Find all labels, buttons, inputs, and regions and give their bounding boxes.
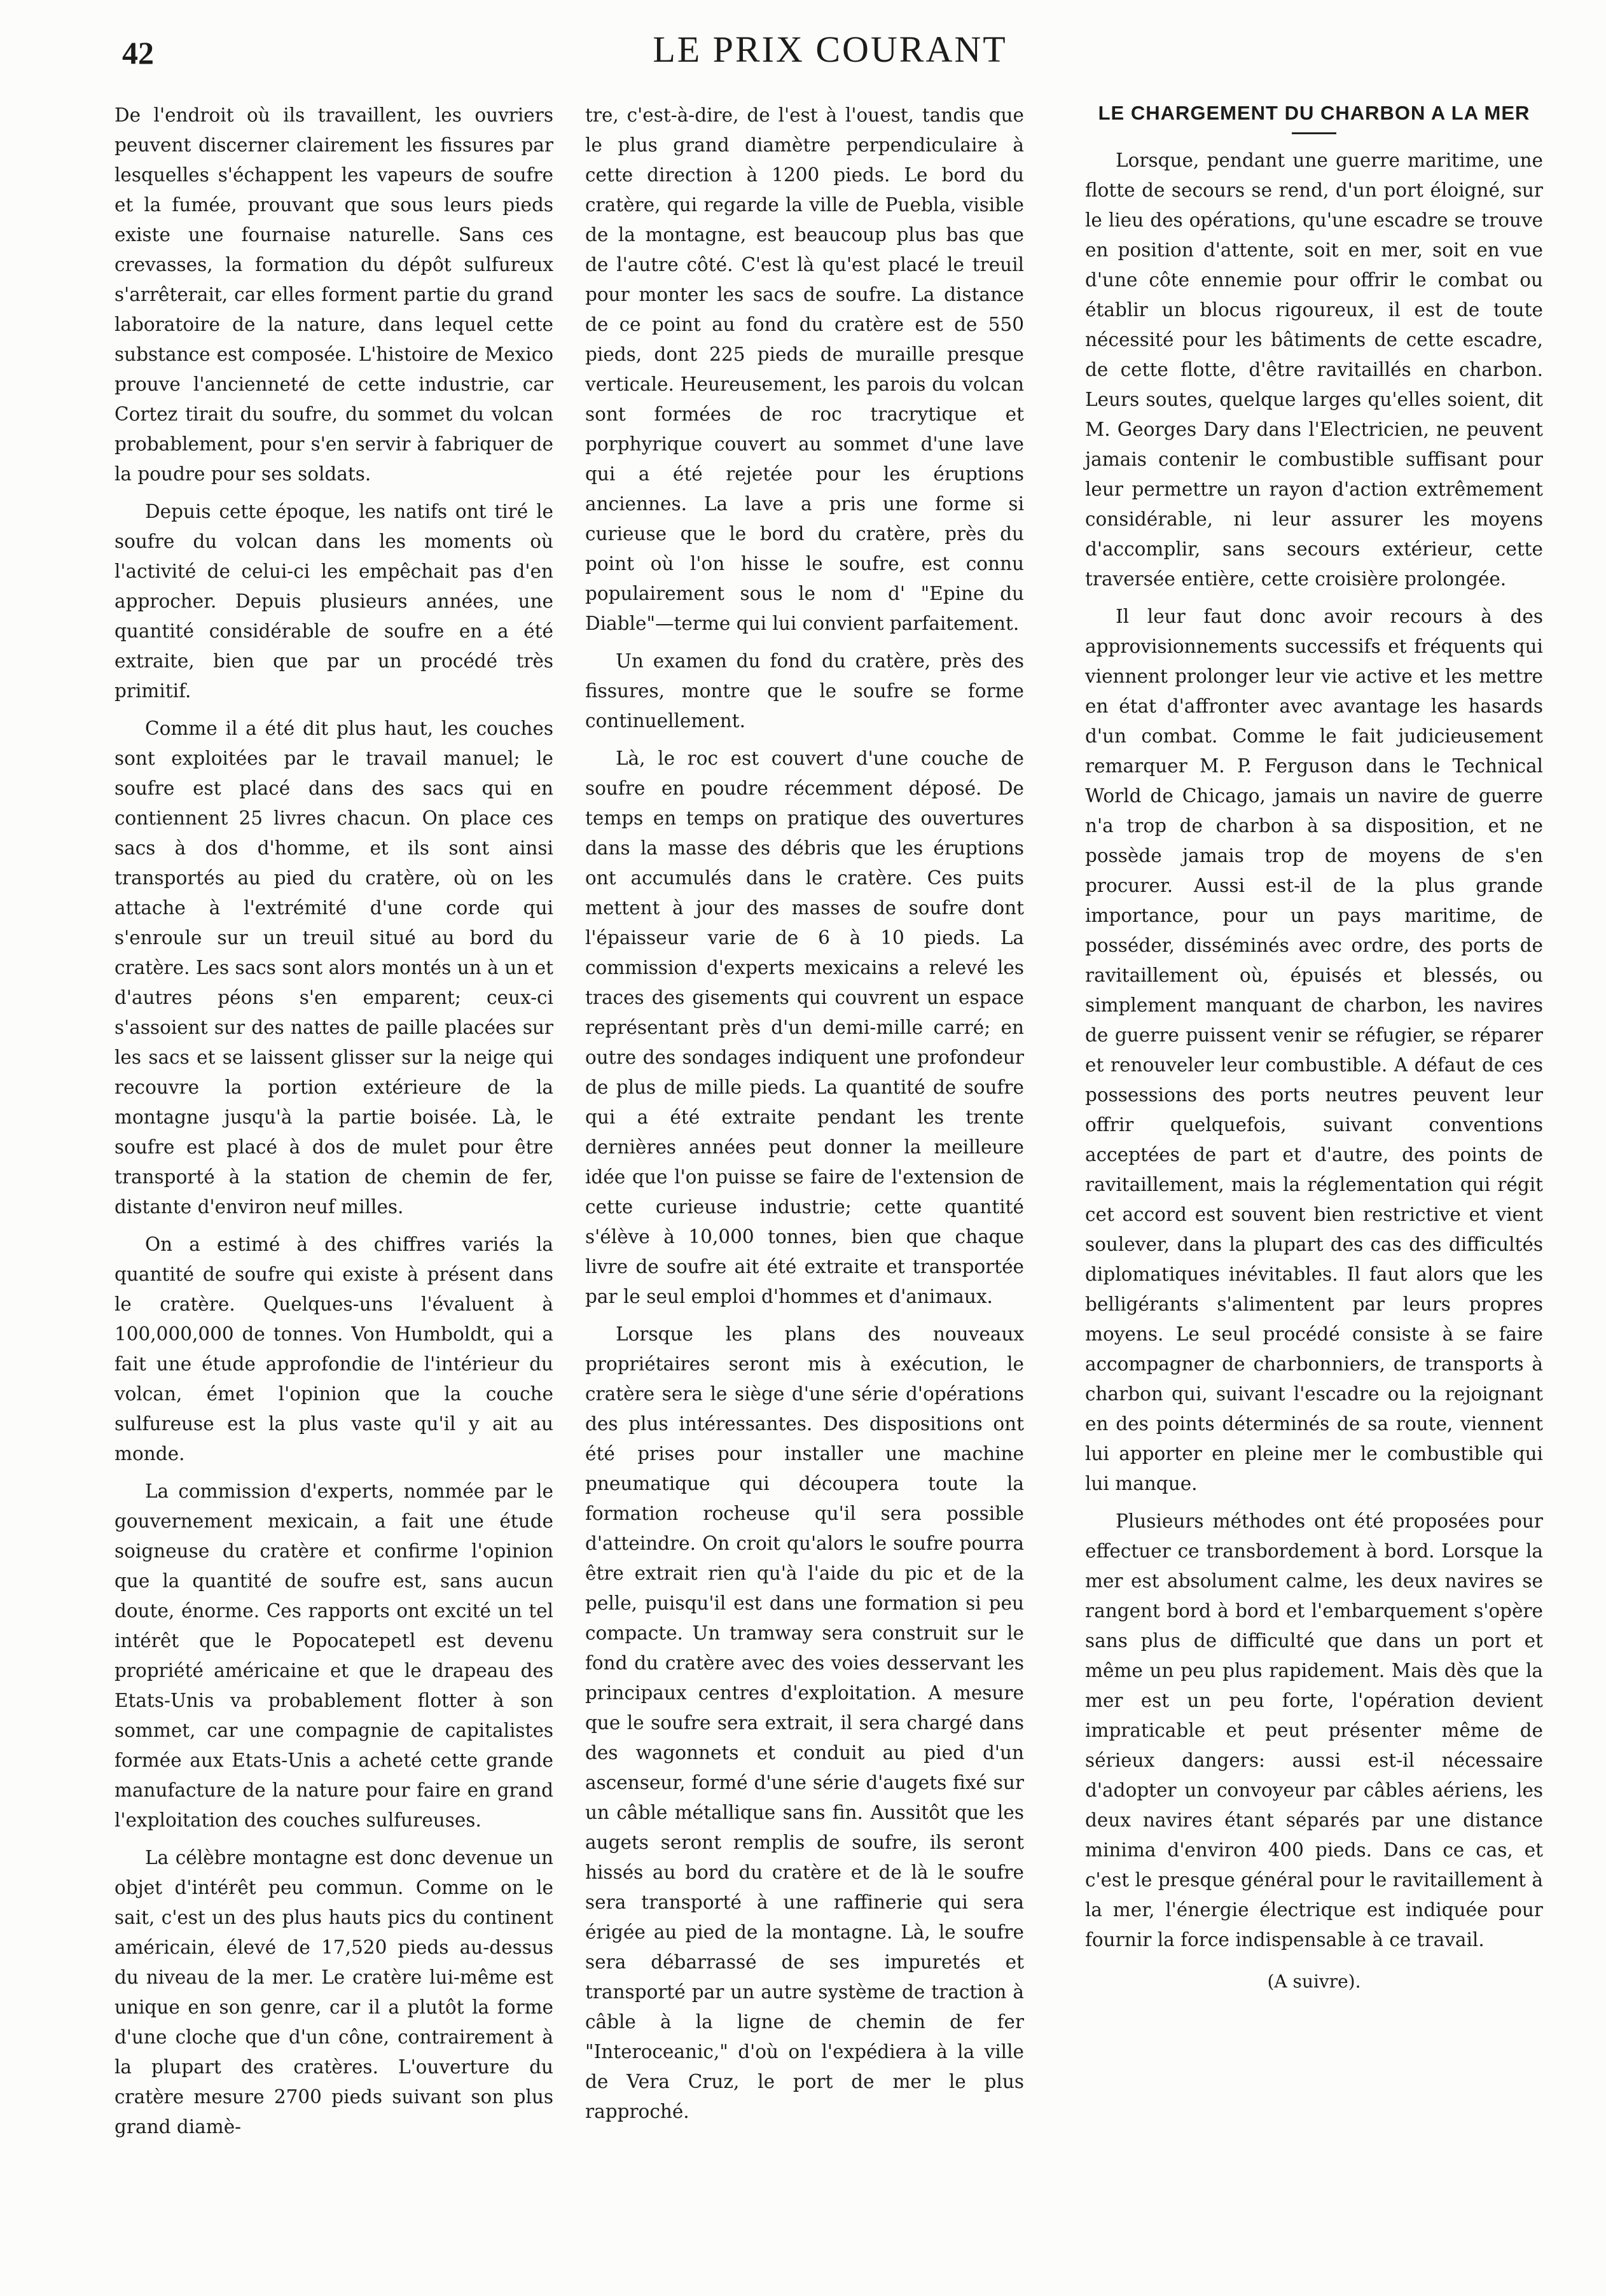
paragraph: Un examen du fond du cratère, près des fissures, montre que le soufre se forme continuellement. — [585, 650, 1024, 732]
paragraph: tre, c'est-à-dire, de l'est à l'ouest, tandis que le plus grand diamètre perpendiculaire à cette direction à 1200 pieds. Le bord du cratère, qui regarde la ville de Puebla, visible de la montagne, est beaucoup plus bas que de l'autre côté. C'est là qu'est placé le treuil pour monter les sacs de soufre. La distance de ce point au fond du cratère est de 550 pieds, dont 225 pieds de muraille presque verticale. Heureusement, les parois du volcan sont formées de roc tracrytique et porphyrique couvert au sommet d'une lave qui a été rejetée pour les éruptions anciennes. La lave a pris une forme si curieuse que le bord du cratère, près du point où l'on hisse le soufre, est connu populairement sous le nom d' "Epine du Diable"—terme qui lui convient parfaitement. — [585, 104, 1024, 634]
paragraph: La célèbre montagne est donc devenue un objet d'intérêt peu commun. Comme on le sait, c'est un des plus hauts pics du continent américain, élevé de 17,520 pieds au-dessus du niveau de la mer. Le cratère lui-même est unique en son genre, car il a plutôt la forme d'une cloche que d'un cône, contrairement à la plupart des cratères. L'ouverture du cratère mesure 2700 pieds suivant son plus grand diamè- — [114, 1847, 553, 2138]
paragraph: Il leur faut donc avoir recours à des approvisionnements successifs et fréquents qui viennent prolonger leur vie active et les mettre en état d'affronter avec avantage les hasards d'un combat. Comme le fait judicieusement remarquer M. P. Ferguson dans le Technical World de Chicago, jamais un navire de guerre n'a trop de charbon à sa disposition, et ne possède jamais trop de moyens de s'en procurer. Aussi est-il de la plus grande importance, pour un pays maritime, de posséder, disséminés avec ordre, des ports de ravitaillement où, épuisés et blessés, ou simplement manquant de charbon, les navires de guerre puissent venir se réfugier, se réparer et renouveler leur combustible. A défaut de ces possessions des ports neutres peuvent leur offrir quelquefois, suivant conventions acceptées de part et d'autre, des points de ravitaillement, mais la réglementation qui régit cet accord est souvent bien restrictive et vient soulever, dans la plupart des cas des difficultés diplomatiques inévitables. Il faut alors que les belligérants s'alimentent par leurs propres moyens. Le seul procédé consiste à se faire accompagner de charbonniers, de transports à charbon qui, suivant l'escadre ou la rejoignant en des points déterminés de sa route, viennent lui apporter en pleine mer le combustible qui lui manque. — [1085, 606, 1543, 1494]
paragraph: Lorsque les plans des nouveaux propriétaires seront mis à exécution, le cratère sera le siège d'une série d'opérations des plus intéressantes. Des dispositions ont été prises pour installer une machine pneumatique qui découpera toute la formation rocheuse qu'il sera possible d'atteindre. On croit qu'alors le soufre pourra être extrait rien qu'à l'aide du pic et de la pelle, puisqu'il est dans une formation si peu compacte. Un tramway sera construit sur le fond du cratère avec des voies desservant les principaux centres d'exploitation. A mesure que le soufre sera extrait, il sera chargé dans des wagonnets et conduit au pied d'un ascenseur, formé d'une série d'augets fixé sur un câble métallique sans fin. Aussitôt que les augets seront remplis de soufre, ils seront hissés au bord du cratère et de là le soufre sera transporté à une raffinerie qui sera érigée au pied de la montagne. Là, le soufre sera débarrassé de ses impuretés et transporté par un autre système de traction à câble à la ligne de chemin de fer "Interoceanic," d'où on l'expédiera à la ville de Vera Cruz, le port de mer le plus rapproché. — [585, 1323, 1024, 2122]
paragraph: Lorsque, pendant une guerre maritime, une flotte de secours se rend, d'un port éloigné, sur le lieu des opérations, qu'une escadre se trouve en position d'attente, soit en mer, soit en vue d'une côte ennemie pour offrir le combat ou établir un blocus rigoureux, il est de toute nécessité pour les bâtiments de cette escadre, de cette flotte, d'être ravitaillés en charbon. Leurs soutes, quelque larges qu'elles soient, dit M. Georges Dary dans l'Electricien, ne peuvent jamais contenir le combustible suffisant pour leur permettre un rayon d'action extrêmement considérable, ni leur assurer les moyens d'accomplir, sans secours extérieur, cette traversée entière, cette croisière prolongée. — [1085, 150, 1543, 590]
column-3 — [1085, 101, 1543, 1996]
title-divider — [1292, 132, 1336, 134]
paragraph: Plusieurs méthodes ont été proposées pour effectuer ce transbordement à bord. Lorsque la mer est absolument calme, les deux navires se rangent bord à bord et l'embarquement s'opère sans plus de difficulté que dans un port et même un peu plus rapidement. Mais dès que la mer est un peu forte, l'opération devient impraticable et peut présenter même de sérieux dangers: aussi est-il nécessaire d'adopter un convoyeur par câbles aériens, les deux navires étant séparés par une distance minima d'environ 400 pieds. Dans ce cas, et c'est le presque général pour le ravitaillement à la mer, l'énergie électrique est indiquée pour fournir la force indispensable à ce travail. — [1085, 1510, 1543, 1951]
paragraph: La commission d'experts, nommée par le gouvernement mexicain, a fait une étude soigneuse du cratère et confirme l'opinion que la quantité de soufre est, sans aucun doute, énorme. Ces rapports ont excité un tel intérêt que le Popocatepetl est devenu propriété américaine et que le drapeau des Etats-Unis va probablement flotter à son sommet, car une compagnie de capitalistes formée aux Etats-Unis a acheté cette grande manufacture de la nature pour faire en grand l'exploitation des couches sulfureuses. — [114, 1480, 553, 1831]
continued-note: (A suivre). — [1267, 1971, 1361, 1992]
paragraph: De l'endroit où ils travaillent, les ouvriers peuvent discerner clairement les fissures par lesquelles s'échappent les vapeurs de soufre et la fumée, prouvant que sous leurs pieds existe une fournaise naturelle. Sans ces crevasses, la formation du dépôt sulfureux s'arrêterait, car elles forment partie du grand laboratoire de la nature, dans lequel cette substance est composée. L'histoire de Mexico prouve l'ancienneté de cette industrie, car Cortez tirait du soufre, du sommet du volcan probablement, pour s'en servir à fabriquer de la poudre pour ses soldats. — [114, 104, 553, 485]
page-number: 42 — [122, 35, 154, 71]
column-1 — [114, 101, 553, 2150]
paragraph: Là, le roc est couvert d'une couche de soufre en poudre récemment déposé. De temps en temps on pratique des ouvertures dans la masse des débris que les éruptions ont accumulés dans le cratère. Ces puits mettent à jour des masses de soufre dont l'épaisseur varie de 6 à 10 pieds. La commission d'experts mexicains a relevé les traces des gisements qui couvrent un espace représentant près d'un demi-mille carré; en outre des sondages indiquent une profondeur de plus de mille pieds. La quantité de soufre qui a été extraite pendant les trente dernières années peut donner la meilleure idée que l'on puisse se faire de l'extension de cette curieuse industrie; cette quantité s'élève à 10,000 tonnes, bien que chaque livre de soufre ait été extraite et transportée par le seul emploi d'hommes et d'animaux. — [585, 748, 1024, 1307]
article-title: LE CHARGEMENT DU CHARBON A LA MER — [1098, 102, 1530, 124]
running-title: LE PRIX COURANT — [653, 29, 1007, 70]
page-header — [102, 23, 1558, 80]
column-2 — [585, 101, 1024, 2134]
paragraph: On a estimé à des chiffres variés la quantité de soufre qui existe à présent dans le cratère. Quelques-uns l'évaluent à 100,000,000 de tonnes. Von Humboldt, qui a fait une étude approfondie de l'intérieur du volcan, émet l'opinion que la couche sulfureuse est la plus vaste qu'il y ait au monde. — [114, 1234, 553, 1465]
paragraph: Depuis cette époque, les natifs ont tiré le soufre du volcan dans les moments où l'activité de celui-ci les empêchait pas d'en approcher. Depuis plusieurs années, une quantité considérable de soufre en a été extraite, bien que par un procédé très primitif. — [114, 501, 553, 702]
paragraph: Comme il a été dit plus haut, les couches sont exploitées par le travail manuel; le soufre est placé dans des sacs qui en contiennent 25 livres chacun. On place ces sacs à dos d'homme, et ils sont ainsi transportés au pied du cratère, où on les attache à l'extrémité d'une corde qui s'enroule sur un treuil situé au bord du cratère. Les sacs sont alors montés un à un et d'autres péons s'en emparent; ceux-ci s'assoient sur des nattes de paille placées sur les sacs et se laissent glisser sur la neige qui recouvre la portion extérieure de la montagne jusqu'à la partie boisée. Là, le soufre est placé à dos de mulet pour être transporté à la station de chemin de fer, distante d'environ neuf milles. — [114, 718, 553, 1218]
